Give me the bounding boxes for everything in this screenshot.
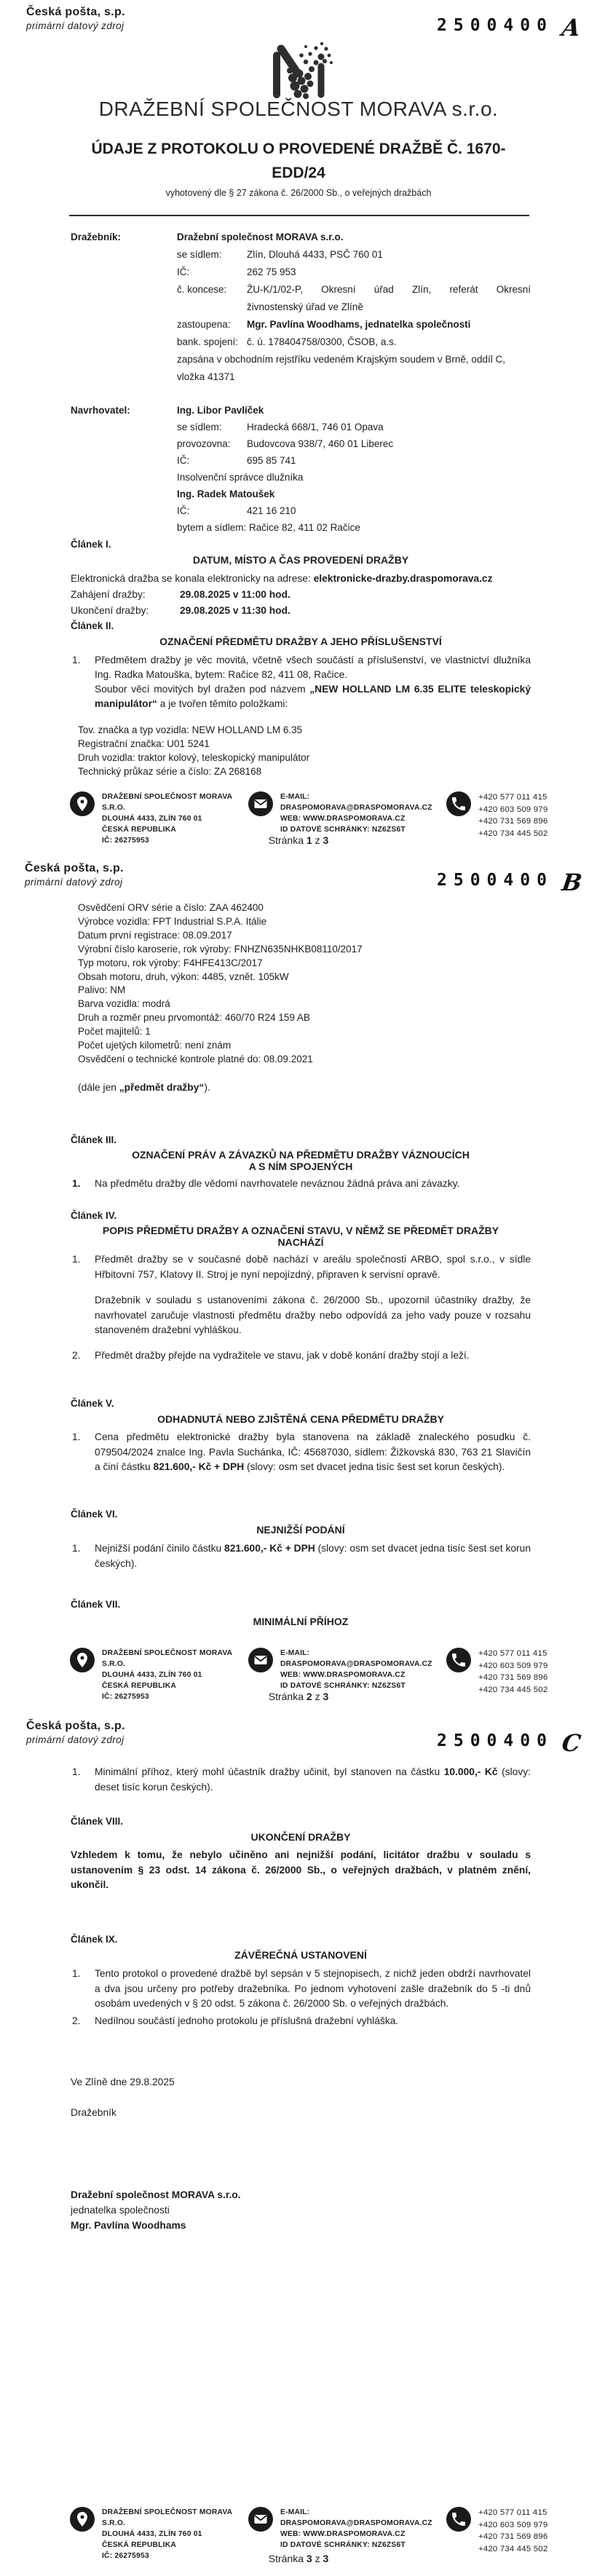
dale-prefix: (dále jen <box>78 1082 119 1093</box>
price-value: 821.600,- Kč + DPH <box>153 1461 247 1472</box>
page-number-3 <box>0 2553 597 2564</box>
end-label: Ukončení dražby: <box>71 605 149 616</box>
closing-place-date: Ve Zlíně dne 29.8.2025 <box>71 2077 175 2087</box>
item-text: Nedílnou součástí jednoho protokolu je příslušná dražební vyhláška. <box>95 2015 399 2026</box>
article-3 <box>71 1134 531 1192</box>
bank-label: bank. spojení: <box>177 336 239 347</box>
item-continuation <box>95 682 531 711</box>
item-number: 1. <box>72 655 81 665</box>
footer-phone: +420 603 509 979 <box>478 1661 548 1670</box>
vehicle-line: Typ motoru, rok výroby: F4HFE413C/2017 <box>78 957 263 968</box>
page-of-word: z <box>315 1691 320 1702</box>
article-2-heading: OZNAČENÍ PŘEDMĚTU DRAŽBY A JEHO PŘÍSLUŠENSTVÍ <box>159 636 442 647</box>
navrhovatel-name: Ing. Libor Pavlíček <box>177 405 264 416</box>
article-5-number: Článek V. <box>71 1398 114 1409</box>
ceska-posta-stamp <box>26 1720 125 1745</box>
item-text: Předmět dražby přejde na vydražitele ve stavu, jak v době konání dražby stojí a leží. <box>95 1349 470 1361</box>
koncese-label: č. koncese: <box>177 284 227 295</box>
location-icon <box>69 2506 95 2532</box>
soubor-bold: „NEW HOLLAND LM 6.35 ELITE teleskopický manipulátor“ <box>95 684 531 709</box>
footer-phone: +420 577 011 415 <box>478 2508 547 2517</box>
article-4 <box>71 1210 531 1363</box>
footer-email: E-MAIL: DRASPOMORAVA@DRASPOMORAVA.CZ <box>280 793 432 812</box>
drazebnik-name: Dražební společnost MORAVA s.r.o. <box>177 232 344 242</box>
article-4-heading-line2: NACHÁZÍ <box>277 1236 324 1248</box>
item-text: Na předmětu dražby dle vědomí navrhovatele neváznou žádná práva ani závazky. <box>95 1178 460 1189</box>
signature-block <box>71 2187 241 2233</box>
page-of-word: z <box>315 2553 320 2564</box>
article-7 <box>71 1599 531 1627</box>
navrhovatel-label: Navrhovatel: <box>71 405 130 416</box>
footer-ic: IČ: 26275953 <box>102 1693 149 1701</box>
email-icon <box>248 1647 274 1673</box>
item-number: 1. <box>72 1968 81 1979</box>
price-suffix: (slovy: osm set dvacet jedna tisíc šest set korun českých). <box>247 1461 505 1472</box>
item-number: 1. <box>72 1431 81 1442</box>
serial-stamp-b <box>437 871 582 894</box>
article-3-heading-line1: OZNAČENÍ PRÁV A ZÁVAZKŮ NA PŘEDMĚTU DRAŽBY VÁZNOUCÍCH <box>132 1149 470 1161</box>
article-1 <box>71 539 531 619</box>
footer-web: WEB: WWW.DRASPOMORAVA.CZ <box>280 815 406 823</box>
nav-sidlo-label: se sídlem: <box>177 422 222 432</box>
vehicle-line: Druh a rozměr pneu prvomontáž: 460/70 R24 159 AB <box>78 1012 310 1024</box>
article-6 <box>71 1509 531 1571</box>
article-8-number: Článek VIII. <box>71 1816 124 1827</box>
divider <box>69 215 529 216</box>
article-5 <box>71 1398 531 1475</box>
page-of-word: z <box>315 834 320 846</box>
increment-value: 10.000,- Kč <box>443 1766 498 1777</box>
page-word: Stránka <box>268 2553 304 2564</box>
article-9-heading: ZÁVĚREČNÁ USTANOVENÍ <box>234 1949 367 1961</box>
article-1-heading: DATUM, MÍSTO A ČAS PROVEDENÍ DRAŽBY <box>192 554 409 566</box>
vehicle-line: Registrační značka: U01 5241 <box>78 738 210 749</box>
article-2 <box>71 620 531 711</box>
bank-value: č. ú. 178404758/0300, ČSOB, a.s. <box>247 336 397 347</box>
article-4-item-1 <box>71 1252 531 1282</box>
footer-phone: +420 731 569 896 <box>478 2532 548 2541</box>
footer-country: ČESKÁ REPUBLIKA <box>102 826 176 834</box>
item-number: 1. <box>72 1178 81 1189</box>
nav-provozovna-label: provozovna: <box>177 438 231 449</box>
bid-prefix: Nejnižší podání činilo částku <box>95 1543 225 1554</box>
item-number: 2. <box>72 2015 81 2026</box>
drazebnik-section <box>71 229 531 386</box>
vehicle-line: Výrobce vozidla: FPT Industrial S.P.A. Itálie <box>78 915 267 927</box>
serial-number: 2500400 <box>437 1731 553 1750</box>
end-value: 29.08.2025 v 11:30 hod. <box>180 605 290 616</box>
page-total: 3 <box>323 1691 329 1702</box>
footer-phone: +420 603 509 979 <box>478 805 548 814</box>
footer-contact-block <box>248 1647 437 1691</box>
dale-jen-note <box>78 1082 529 1093</box>
zastoupena-label: zastoupena: <box>177 319 231 330</box>
start-value: 29.08.2025 v 11:00 hod. <box>180 589 290 600</box>
vehicle-details-part1 <box>78 724 529 779</box>
signature-position: jednatelka společnosti <box>71 2205 170 2216</box>
doc-subtitle: vyhotovený dle § 27 zákona č. 26/2000 Sb., o veřejných dražbách <box>165 188 432 198</box>
phone-icon <box>446 2506 472 2532</box>
page-word: Stránka <box>268 1691 304 1702</box>
page-total: 3 <box>323 834 329 846</box>
serial-letter: B <box>560 869 584 896</box>
item-number: 2. <box>72 1349 81 1361</box>
serial-stamp-c <box>437 1729 583 1757</box>
footer-country: ČESKÁ REPUBLIKA <box>102 2541 176 2549</box>
auction-address-prefix: Elektronická dražba se konala elektronicky na adrese: <box>71 573 314 584</box>
vehicle-line: Barva vozidla: modrá <box>78 998 170 1010</box>
posta-name: Česká pošta, s.p. <box>26 1720 125 1732</box>
serial-letter: C <box>560 1729 583 1757</box>
increment-suffix: (slovy: deset tisíc korun českých). <box>95 1766 531 1793</box>
footer-databox: ID DATOVÉ SCHRÁNKY: NZ6ZS6T <box>280 1682 406 1690</box>
page-number-2 <box>0 1691 597 1702</box>
footer-phone: +420 577 011 415 <box>478 1649 547 1658</box>
doc-title <box>44 137 553 185</box>
ceska-posta-stamp <box>25 862 124 888</box>
serial-stamp-a <box>437 14 582 42</box>
item-number: 1. <box>72 1543 81 1554</box>
footer-address: DLOUHÁ 4433, ZLÍN 760 01 <box>102 2530 202 2538</box>
page-current: 2 <box>306 1691 312 1702</box>
vehicle-line: Druh vozidla: traktor kolový, teleskopický manipulátor <box>78 751 310 763</box>
footer-phones-block <box>446 1647 584 1696</box>
footer-country: ČESKÁ REPUBLIKA <box>102 1682 176 1690</box>
logo-m-icon <box>264 39 333 100</box>
company-logo <box>264 39 333 104</box>
article-5-heading: ODHADNUTÁ NEBO ZJIŠTĚNÁ CENA PŘEDMĚTU DRAŽBY <box>157 1413 444 1425</box>
article-9-item-1 <box>71 1967 531 2012</box>
article-5-item-1 <box>71 1430 531 1475</box>
bid-value: 821.600,- Kč + DPH <box>224 1543 318 1554</box>
phone-icon <box>446 791 472 817</box>
email-icon <box>248 791 274 817</box>
vehicle-line: Osvědčení o technické kontrole platné do: 08.09.2021 <box>78 1053 313 1064</box>
phone-icon <box>446 1647 472 1673</box>
vehicle-line: Počet ujetých kilometrů: není znám <box>78 1040 232 1051</box>
email-icon <box>248 2506 274 2532</box>
article-9-number: Článek IX. <box>71 1934 118 1945</box>
footer-email: E-MAIL: DRASPOMORAVA@DRASPOMORAVA.CZ <box>280 1649 432 1668</box>
koncese-value-line2: živnostenský úřad ve Zlíně <box>247 301 363 312</box>
article-9 <box>71 1934 531 2028</box>
page-number-1 <box>0 834 597 846</box>
footer-company: DRAŽEBNÍ SPOLEČNOST MORAVA S.R.O. <box>102 793 232 812</box>
article-9-item-2 <box>71 2014 531 2029</box>
vehicle-line: Technický průkaz série a číslo: ZA 268168 <box>78 765 262 777</box>
footer-phone: +420 731 569 896 <box>478 817 548 826</box>
footer-email: E-MAIL: DRASPOMORAVA@DRASPOMORAVA.CZ <box>280 2508 432 2527</box>
ic-value: 262 75 953 <box>247 266 296 277</box>
page-word: Stránka <box>268 834 304 846</box>
article-2-item-1 <box>71 653 531 711</box>
footer-phone: +420 734 445 502 <box>478 1685 548 1694</box>
article-6-heading: NEJNIŽŠÍ PODÁNÍ <box>256 1524 345 1536</box>
company-name: DRAŽEBNÍ SPOLEČNOST MORAVA s.r.o. <box>98 98 499 120</box>
drazebnik-label: Dražebník: <box>71 232 122 242</box>
footer-phone: +420 731 569 896 <box>478 1673 548 1682</box>
article-4-paragraph-2: Dražebník v souladu s ustanoveními zákona č. 26/2000 Sb., upozornil účastníky dražby, že navrhovatel zaručuje vlastnosti předmětu dražby nebo odpovídá za jeho vady pouze v rozsahu stanoveném dražební vyhláškou. <box>95 1295 531 1335</box>
signature-company: Dražební společnost MORAVA s.r.o. <box>71 2189 241 2200</box>
vehicle-line: Počet majitelů: 1 <box>78 1026 151 1038</box>
closing-role: Dražebník <box>71 2107 116 2118</box>
article-3-heading-line2: A S NÍM SPOJENÝCH <box>248 1161 353 1172</box>
koncese-value-line1: ŽU-K/1/02-P, Okresní úřad Zlín, referát Okresní <box>247 284 531 295</box>
page-current: 3 <box>306 2553 312 2564</box>
article-6-number: Článek VI. <box>71 1509 118 1520</box>
serial-number: 2500400 <box>437 16 553 35</box>
vehicle-line: Datum první registrace: 08.09.2017 <box>78 929 232 941</box>
item-text: Tento protokol o provedené dražbě byl sepsán v 5 stejnopisech, z nichž jeden obdrží navrhovatel a dva jsou určeny pro potřeby dražebníka. Po jednom vyhotovení zašle dražebník do 5 -ti dnů osobám uvedených v § 20 odst. 5 zákona č. 26/2000 Sb. o veřejných dražbách. <box>95 1968 531 2009</box>
article-4-heading-line1: POPIS PŘEDMĚTU DRAŽBY A OZNAČENÍ STAVU, V NĚMŽ SE PŘEDMĚT DRAŽBY <box>102 1225 499 1236</box>
bid-suffix: (slovy: osm set dvacet jedna tisíc šest set korun českých). <box>95 1543 531 1569</box>
vehicle-details-part2 <box>78 901 529 1067</box>
vehicle-line: Obsah motoru, druh, výkon: 4485, vznět. 105kW <box>78 971 289 982</box>
article-6-item-1 <box>71 1541 531 1571</box>
footer-phone: +420 577 011 415 <box>478 793 547 802</box>
doc-title-line1: ÚDAJE Z PROTOKOLU O PROVEDENÉ DRAŽBĚ Č. 1670- <box>91 141 506 157</box>
vehicle-line: Osvědčení ORV série a číslo: ZAA 462400 <box>78 902 264 913</box>
footer-address: DLOUHÁ 4433, ZLÍN 760 01 <box>102 815 202 823</box>
footer-phone: +420 603 509 979 <box>478 2520 548 2529</box>
vehicle-line: Výrobní číslo karoserie, rok výroby: FNHZN635NHKB08110/2017 <box>78 943 363 955</box>
article-8 <box>71 1816 531 1893</box>
nav-note: Insolvenční správce dlužníka <box>177 472 304 483</box>
article-7-heading: MINIMÁLNÍ PŘÍHOZ <box>253 1616 349 1627</box>
article-8-paragraph: Vzhledem k tomu, že nebylo učiněno ani nejnižší podání, licitátor dražbu v souladu s ustanovením § 23 odst. 14 zákona č. 26/2000 Sb., o veřejných dražbách, v platném znění, ukončil. <box>71 1849 531 1890</box>
sidlo-value: Zlín, Dlouhá 4433, PSČ 760 01 <box>247 249 383 260</box>
posta-name: Česká pošta, s.p. <box>25 862 124 874</box>
ic-label: IČ: <box>177 266 190 277</box>
item-number: 1. <box>72 1766 81 1777</box>
nav-ic-label: IČ: <box>177 455 190 466</box>
footer-ic: IČ: 26275953 <box>102 2552 149 2560</box>
article-3-number: Článek III. <box>71 1134 117 1145</box>
footer-phones-block <box>446 2506 584 2555</box>
footer-ic: IČ: 26275953 <box>102 837 149 845</box>
location-icon <box>69 1647 95 1673</box>
soubor-suffix: a je tvořen těmito položkami: <box>157 698 288 709</box>
footer-phone: +420 734 445 502 <box>478 2544 548 2553</box>
increment-prefix: Minimální příhoz, který mohl účastník dražby učinit, byl stanoven na částku <box>95 1766 444 1777</box>
posta-subline: primární datový zdroj <box>25 877 123 888</box>
nav-sidlo-value: Hradecká 668/1, 746 01 Opava <box>247 422 384 432</box>
article-4-item-2 <box>71 1348 531 1364</box>
signature-name: Mgr. Pavlína Woodhams <box>71 2220 186 2231</box>
article-3-item-1 <box>71 1177 531 1192</box>
rejstrik-line2: vložka 41371 <box>177 371 235 382</box>
debtor-bytem: bytem a sídlem: Račice 82, 411 02 Račice <box>177 522 360 533</box>
dale-bold: „předmět dražby“ <box>119 1082 205 1093</box>
footer-phone: +420 734 445 502 <box>478 829 548 838</box>
footer-contact-block <box>248 2506 437 2551</box>
article-2-number: Článek II. <box>71 620 114 631</box>
price-prefix: Cena předmětu elektronické dražby byla stanovena na základě znaleckého posudku č. 079504/2024 znalce Ing. Pavla Suchánka, IČ: 45687030, sídlem: Žižkovská 830, 763 21 Slavičín a činí částku <box>95 1431 531 1472</box>
dale-suffix: ). <box>204 1082 210 1093</box>
footer-company: DRAŽEBNÍ SPOLEČNOST MORAVA S.R.O. <box>102 1649 232 1668</box>
doc-title-line2: EDD/24 <box>272 165 325 181</box>
footer-company: DRAŽEBNÍ SPOLEČNOST MORAVA S.R.O. <box>102 2508 232 2527</box>
article-8-heading: UKONČENÍ DRAŽBY <box>250 1831 351 1843</box>
nav-ic-value: 695 85 741 <box>247 455 296 466</box>
footer-databox: ID DATOVÉ SCHRÁNKY: NZ6ZS6T <box>280 2541 406 2549</box>
zastoupena-value: Mgr. Pavlína Woodhams, jednatelka společnosti <box>247 319 471 330</box>
article-4-number: Článek IV. <box>71 1210 117 1221</box>
start-label: Zahájení dražby: <box>71 589 146 600</box>
auction-address: elektronicke-drazby.draspomorava.cz <box>313 573 493 584</box>
vehicle-line: Palivo: NM <box>78 984 126 996</box>
debtor-ic-label: IČ: <box>177 505 190 516</box>
navrhovatel-section <box>71 402 531 536</box>
ceska-posta-stamp <box>26 6 125 31</box>
item-text: Předmětem dražby je věc movitá, včetně všech součástí a příslušenství, ve vlastnictví dlužníka Ing. Radka Matouška, bytem: Račice 82, 411 08, Račice. <box>95 655 531 680</box>
item-number: 1. <box>72 1254 81 1265</box>
posta-subline: primární datový zdroj <box>26 20 124 31</box>
article-7-item-1 <box>71 1765 531 1795</box>
debtor-name: Ing. Radek Matoušek <box>177 489 275 499</box>
footer-contact-block <box>248 791 437 835</box>
footer-databox: ID DATOVÉ SCHRÁNKY: NZ6ZS6T <box>280 826 406 834</box>
article-7-number: Článek VII. <box>71 1599 121 1610</box>
footer-address: DLOUHÁ 4433, ZLÍN 760 01 <box>102 1671 202 1679</box>
footer-phones-block <box>446 791 584 839</box>
article-1-number: Článek I. <box>71 539 111 550</box>
location-icon <box>69 791 95 817</box>
sidlo-label: se sídlem: <box>177 249 222 260</box>
debtor-ic-value: 421 16 210 <box>247 505 296 516</box>
footer-web: WEB: WWW.DRASPOMORAVA.CZ <box>280 2530 406 2538</box>
footer-web: WEB: WWW.DRASPOMORAVA.CZ <box>280 1671 406 1679</box>
serial-letter: A <box>560 14 582 42</box>
serial-number: 2500400 <box>437 871 553 890</box>
article-7-item-1-wrap <box>71 1765 531 1795</box>
nav-provozovna-value: Budovcova 938/7, 460 01 Liberec <box>247 438 394 449</box>
posta-subline: primární datový zdroj <box>26 1734 124 1745</box>
page-current: 1 <box>306 834 312 846</box>
vehicle-line: Tov. značka a typ vozidla: NEW HOLLAND LM 6.35 <box>78 724 303 735</box>
posta-name: Česká pošta, s.p. <box>26 6 125 18</box>
page-total: 3 <box>323 2553 329 2564</box>
rejstrik-line1: zapsána v obchodním rejstříku vedeném Krajským soudem v Brně, oddíl C, <box>177 354 505 365</box>
soubor-prefix: Soubor věcí movitých byl dražen pod názvem <box>95 684 310 695</box>
item-text: Předmět dražby se v současné době nachází v areálu společnosti ARBO, spol s.r.o., v sídle Hřbitovní 757, Klatovy II. Stroj je nyní nepojízdný, připraven k servisní opravě. <box>95 1254 531 1280</box>
